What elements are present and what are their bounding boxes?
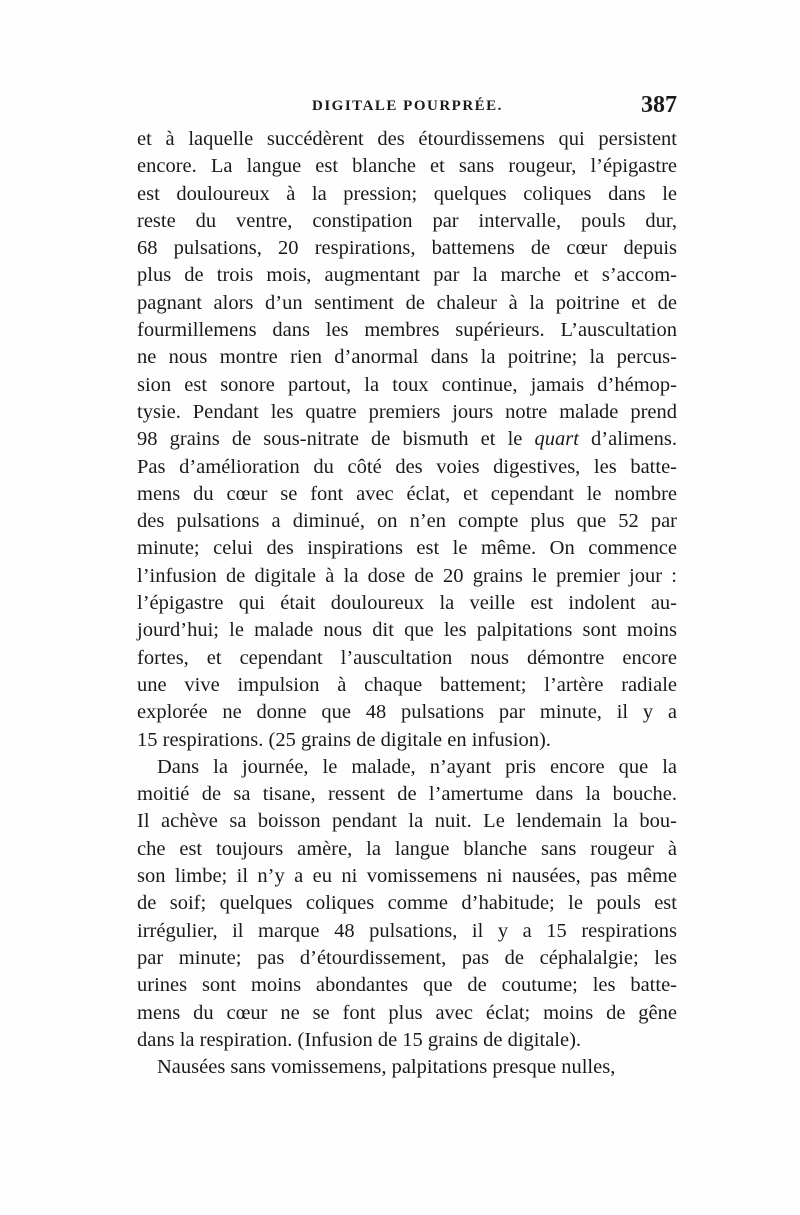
text-line: l’infusion de digitale à la dose de 20 grains le premier jour : — [137, 564, 677, 587]
text-line: jourd’hui; le malade nous dit que les palpitations sont moins — [137, 619, 677, 642]
text-line: reste du ventre, constipation par intervalle, pouls dur, — [137, 209, 677, 232]
text-line: fourmillemens dans les membres supérieurs. L’auscultation — [137, 319, 677, 342]
text-line-paragraph-end: 15 respirations. (25 grains de digitale en infusion). — [137, 728, 551, 751]
text-line: l’épigastre qui était douloureux la veille est indolent au- — [137, 592, 677, 615]
text-line: irrégulier, il marque 48 pulsations, il y a 15 respirations — [137, 919, 677, 942]
text-line: son limbe; il n’y a eu ni vomissemens ni nausées, pas même — [137, 865, 677, 888]
text-line: par minute; pas d’étourdissement, pas de céphalalgie; les — [137, 946, 677, 969]
text-line: minute; celui des inspirations est le même. On commence — [137, 537, 677, 560]
running-title: DIGITALE POURPRÉE. — [312, 98, 503, 114]
running-head — [132, 92, 677, 126]
text-line: moitié de sa tisane, ressent de l’amertume dans la bouche. — [137, 783, 677, 806]
text-line: et à laquelle succédèrent des étourdissemens qui persistent — [137, 128, 677, 150]
text-line: sion est sonore partout, la toux continue, jamais d’hémop- — [137, 373, 677, 396]
text-line: explorée ne donne que 48 pulsations par minute, il y a — [137, 701, 677, 724]
text-line: de soif; quelques coliques comme d’habitude; le pouls est — [137, 892, 677, 915]
text-line: mens du cœur se font avec éclat, et cependant le nombre — [137, 482, 677, 505]
body-text — [137, 126, 677, 1081]
text-line: urines sont moins abondantes que de coutume; les batte- — [137, 974, 677, 997]
text-line-paragraph-end: dans la respiration. (Infusion de 15 grains de digitale). — [137, 1028, 582, 1051]
text-line: 68 pulsations, 20 respirations, battemens de cœur depuis — [137, 237, 677, 260]
text-line: Pas d’amélioration du côté des voies digestives, les batte- — [137, 455, 677, 478]
text-line: ne nous montre rien d’anormal dans la poitrine; la percus- — [137, 346, 677, 369]
text-line: mens du cœur ne se font plus avec éclat; moins de gêne — [137, 1001, 677, 1024]
text-line-paragraph-start: Dans la journée, le malade, n’ayant pris encore que la — [157, 755, 677, 778]
text-line: plus de trois mois, augmentant par la marche et s’accom- — [137, 264, 677, 287]
line-text-before: 98 grains de sous-nitrate de bismuth et le — [137, 428, 535, 451]
text-line: fortes, et cependant l’auscultation nous démontre encore — [137, 646, 677, 669]
text-line: pagnant alors d’un sentiment de chaleur à la poitrine et de — [137, 291, 677, 314]
text-line-with-italic — [137, 426, 677, 453]
italic-word: quart — [534, 428, 579, 451]
text-line: est douloureux à la pression; quelques coliques dans le — [137, 182, 677, 205]
text-line: Il achève sa boisson pendant la nuit. Le lendemain la bou- — [137, 810, 677, 833]
text-line: che est toujours amère, la langue blanche sans rougeur à — [137, 837, 677, 860]
text-line: tysie. Pendant les quatre premiers jours notre malade prend — [137, 400, 677, 423]
text-line: une vive impulsion à chaque battement; l’artère radiale — [137, 673, 677, 696]
page-number: 387 — [641, 92, 677, 118]
text-line: encore. La langue est blanche et sans rougeur, l’épigastre — [137, 155, 677, 178]
text-line: des pulsations a diminué, on n’en compte plus que 52 par — [137, 510, 677, 533]
line-text-after: d’alimens. — [578, 428, 677, 451]
text-line-paragraph-start: Nausées sans vomissemens, palpitations presque nulles, — [157, 1056, 616, 1079]
